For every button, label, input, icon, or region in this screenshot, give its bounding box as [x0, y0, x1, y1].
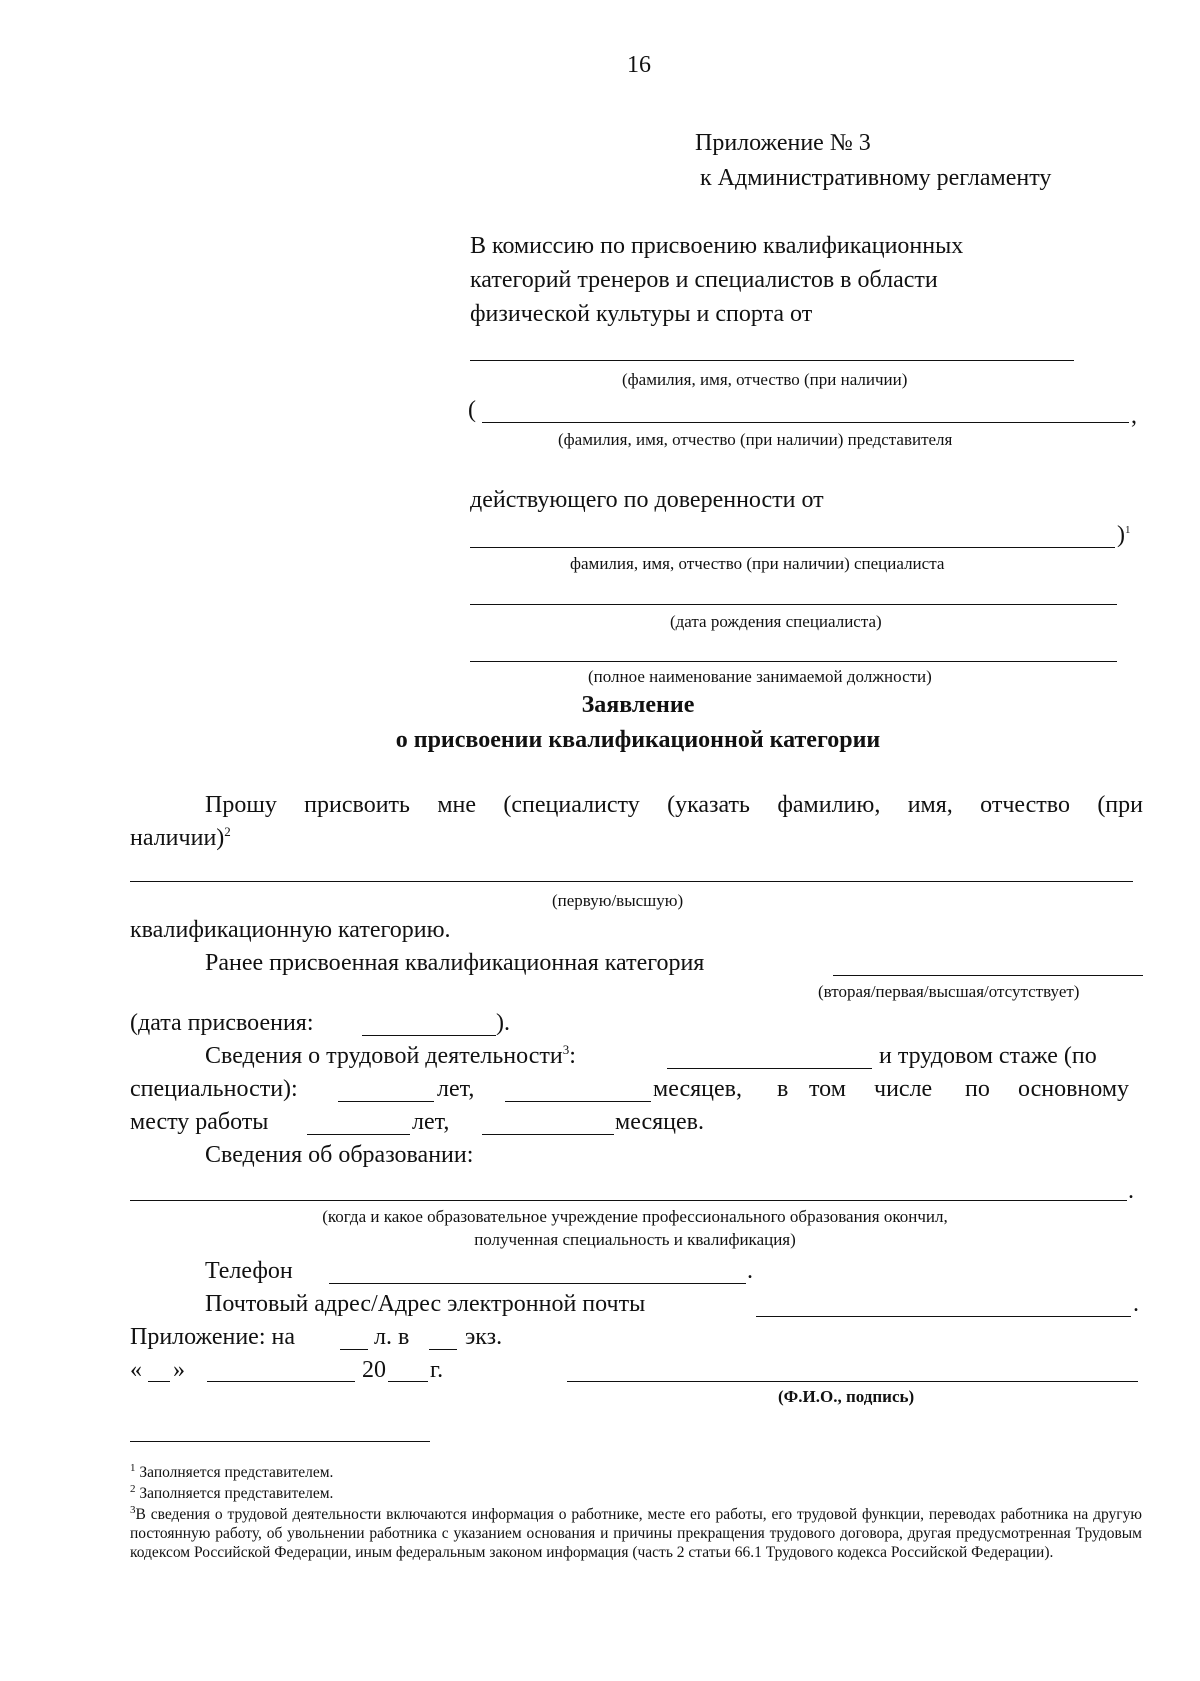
date-year-label: 20 — [362, 1357, 386, 1383]
caption-position: (полное наименование занимаемой должности) — [588, 667, 932, 686]
years-label-1: лет, — [437, 1076, 475, 1102]
work-info-line[interactable] — [667, 1068, 872, 1069]
years-label-2: лет, — [412, 1109, 450, 1135]
assignment-date-line[interactable] — [362, 1035, 496, 1036]
months-label-1: месяцев, — [653, 1076, 742, 1102]
comma: , — [1131, 403, 1137, 429]
footnote-1: $^1$ Заполняется представителем. — [130, 1461, 334, 1481]
education-dot: . — [1128, 1178, 1134, 1204]
footnote-3: $^3$В сведения о трудовой деятельности включаются информация о работнике, месте его работы, его трудовой функции, переводах работника на другую постоянную работу, об увольнении работника с указанием основания и причины прекращения трудового договора, другая предусмотренная Трудовым кодексом Российской Федерации, иным федеральным законом информация (часть 2 статьи 66.1 Трудового кодекса Российской Федерации). — [130, 1503, 1142, 1561]
phone-line[interactable] — [329, 1283, 746, 1284]
request-text-line-1: Прошу присвоить мне (специалисту (указать фамилию, имя, отчество (при — [205, 792, 1143, 818]
appendix-subtitle: к Административному регламенту — [700, 165, 1052, 191]
address-label: Почтовый адрес/Адрес электронной почты — [205, 1291, 646, 1317]
text-osnovnomu: основному — [1018, 1076, 1129, 1102]
close-paren: )$^1$ — [1117, 522, 1131, 548]
birth-date-line[interactable] — [470, 604, 1117, 605]
text-chisle: числе — [874, 1076, 933, 1102]
months-label-2: месяцев. — [615, 1109, 704, 1135]
page-number: 16 — [627, 52, 651, 78]
specialty-label: специальности): — [130, 1076, 298, 1102]
addressee-line-2: категорий тренеров и специалистов в области — [470, 267, 938, 293]
date-month-line[interactable] — [207, 1381, 355, 1382]
previous-category-line[interactable] — [833, 975, 1143, 976]
caption-applicant-name: (фамилия, имя, отчество (при наличии) — [622, 370, 908, 389]
attachment-copies-line[interactable] — [429, 1349, 457, 1350]
address-dot: . — [1133, 1291, 1139, 1317]
assignment-date-open: (дата присвоения: — [130, 1010, 314, 1036]
footnote-2: $^2$ Заполняется представителем. — [130, 1482, 334, 1502]
main-months-line[interactable] — [482, 1134, 614, 1135]
work-experience-label: и трудовом стаже (по — [879, 1043, 1097, 1069]
education-line[interactable] — [130, 1200, 1127, 1201]
date-year-line[interactable] — [388, 1381, 428, 1382]
education-label: Сведения об образовании: — [205, 1142, 474, 1168]
specialist-name-line[interactable] — [470, 547, 1115, 548]
text-po: по — [965, 1076, 990, 1102]
caption-signature: (Ф.И.О., подпись) — [778, 1387, 915, 1406]
document-subtitle: о присвоении квалификационной категории — [395, 727, 881, 753]
applicant-name-line[interactable] — [470, 360, 1074, 361]
text-tom: том — [809, 1076, 846, 1102]
caption-education-2: полученная специальность и квалификация) — [474, 1230, 796, 1249]
signature-line[interactable] — [567, 1381, 1138, 1382]
caption-previous-category: (вторая/первая/высшая/отсутствует) — [818, 982, 1080, 1001]
phone-dot: . — [747, 1258, 753, 1284]
attachment-sheets-label: л. в — [374, 1324, 410, 1350]
caption-representative: (фамилия, имя, отчество (при наличии) представителя — [558, 430, 953, 449]
attachment-copies-label: экз. — [465, 1324, 503, 1350]
phone-label: Телефон — [205, 1258, 293, 1284]
caption-education-1: (когда и какое образовательное учреждение профессионального образования окончил, — [322, 1207, 948, 1226]
footnote-separator — [130, 1441, 430, 1442]
appendix-title: Приложение № 3 — [695, 130, 871, 156]
position-line[interactable] — [470, 661, 1117, 662]
caption-category: (первую/высшую) — [552, 891, 684, 910]
date-quote-close: » — [173, 1357, 185, 1383]
main-workplace-label: месту работы — [130, 1109, 269, 1135]
date-quote-open: « — [130, 1357, 142, 1383]
caption-birth-date: (дата рождения специалиста) — [670, 612, 882, 631]
addressee-line-1: В комиссию по присвоению квалификационных — [470, 233, 964, 259]
text-v: в — [777, 1076, 789, 1102]
acting-by-proxy-label: действующего по доверенности от — [470, 487, 824, 513]
main-years-line[interactable] — [307, 1134, 410, 1135]
open-paren: ( — [468, 397, 476, 423]
previous-category-label: Ранее присвоенная квалификационная категория — [205, 950, 705, 976]
category-word: квалификационную категорию. — [130, 917, 451, 943]
specialty-years-line[interactable] — [338, 1101, 434, 1102]
assignment-date-close: ). — [496, 1010, 510, 1036]
addressee-line-3: физической культуры и спорта от — [470, 301, 813, 327]
caption-specialist: фамилия, имя, отчество (при наличии) специалиста — [570, 554, 945, 573]
date-g-label: г. — [430, 1357, 444, 1383]
attachment-sheets-line[interactable] — [340, 1349, 368, 1350]
attachment-label: Приложение: на — [130, 1324, 295, 1350]
specialty-months-line[interactable] — [505, 1101, 651, 1102]
category-line[interactable] — [130, 881, 1133, 882]
request-text-line-2: наличии)$^2$ — [130, 824, 231, 851]
address-line[interactable] — [756, 1316, 1131, 1317]
representative-name-line[interactable] — [482, 422, 1129, 423]
date-day-line[interactable] — [148, 1381, 170, 1382]
document-title: Заявление — [581, 692, 695, 718]
work-info-label: Сведения о трудовой деятельности$^3$: — [205, 1042, 576, 1069]
